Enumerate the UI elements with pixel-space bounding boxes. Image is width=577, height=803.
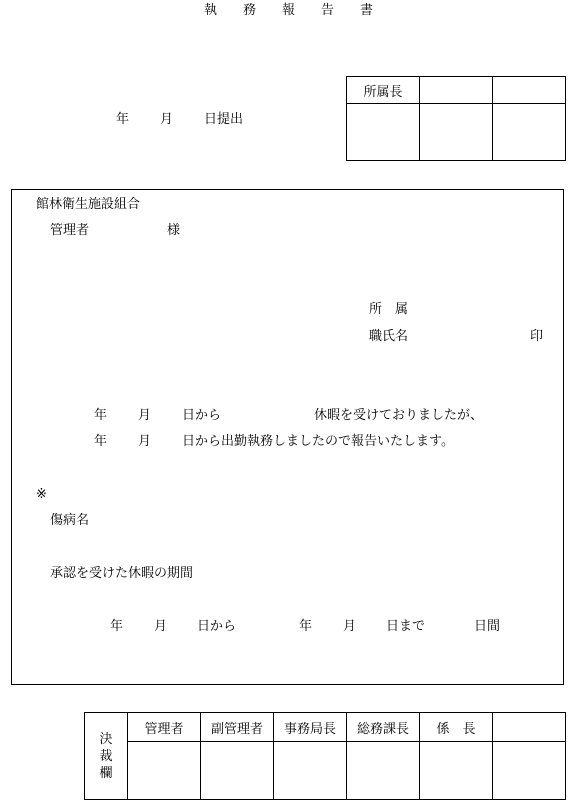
decision-head-cell: 係 長	[420, 713, 493, 742]
title-char: 報	[281, 3, 295, 18]
illness-label: 傷病名	[50, 513, 90, 528]
submission-day-label: 日提出	[204, 112, 244, 127]
decision-head-cell: 総務課長	[347, 713, 420, 742]
approval-head-cell: 所属長	[347, 77, 420, 104]
approved-period-label: 承認を受けた休暇の期間	[50, 566, 194, 581]
period-from-day-label: 日から	[197, 619, 237, 634]
title-char: 告	[321, 3, 335, 18]
title-char: 書	[360, 3, 374, 18]
approval-stamp-cell[interactable]	[347, 104, 420, 161]
period-from-month-label: 月	[154, 619, 168, 634]
submission-year-label: 年	[116, 112, 130, 127]
period-from-year-label: 年	[110, 619, 124, 634]
manager-label: 管理者	[50, 223, 90, 238]
decision-head-cell	[493, 713, 566, 742]
title-char: 務	[242, 3, 256, 18]
submission-month-label: 月	[160, 112, 174, 127]
decision-stamp-cell[interactable]	[493, 742, 566, 800]
period-to-year-label: 年	[299, 619, 313, 634]
title-char: 執	[203, 3, 217, 18]
decision-column-label	[85, 713, 128, 800]
period-to-month-label: 月	[343, 619, 357, 634]
decision-label-text: 決裁欄	[99, 731, 113, 781]
decision-stamp-cell[interactable]	[128, 742, 201, 800]
decision-stamp-cell[interactable]	[274, 742, 347, 800]
honorific-label: 様	[167, 223, 181, 238]
leave-sentence: 休暇を受けておりましたが、	[314, 408, 484, 423]
decision-stamp-cell[interactable]	[420, 742, 493, 800]
approval-head-cell	[493, 77, 566, 104]
note-mark: ※	[36, 487, 47, 502]
organization-name: 館林衛生施設組合	[36, 197, 141, 212]
leave-start-year-label: 年	[94, 408, 108, 423]
approval-head-cell	[420, 77, 493, 104]
return-sentence: 日から出勤執務しましたので報告いたします。	[182, 434, 454, 449]
leave-start-day-label: 日から	[182, 408, 222, 423]
affiliation-label: 所 属	[369, 302, 409, 317]
decision-head-cell: 事務局長	[274, 713, 347, 742]
approval-stamp-cell[interactable]	[420, 104, 493, 161]
document-title	[0, 3, 577, 19]
period-days-label: 日間	[474, 619, 501, 634]
seal-label: 印	[530, 329, 544, 344]
period-to-day-label: 日まで	[386, 619, 426, 634]
decision-head-cell: 副管理者	[201, 713, 274, 742]
approval-stamp-cell[interactable]	[493, 104, 566, 161]
name-label: 職氏名	[369, 329, 409, 344]
decision-table	[84, 712, 566, 800]
return-year-label: 年	[94, 434, 108, 449]
leave-start-month-label: 月	[138, 408, 152, 423]
approval-table-top	[346, 76, 566, 161]
return-month-label: 月	[138, 434, 152, 449]
decision-head-cell: 管理者	[128, 713, 201, 742]
decision-stamp-cell[interactable]	[347, 742, 420, 800]
decision-stamp-cell[interactable]	[201, 742, 274, 800]
